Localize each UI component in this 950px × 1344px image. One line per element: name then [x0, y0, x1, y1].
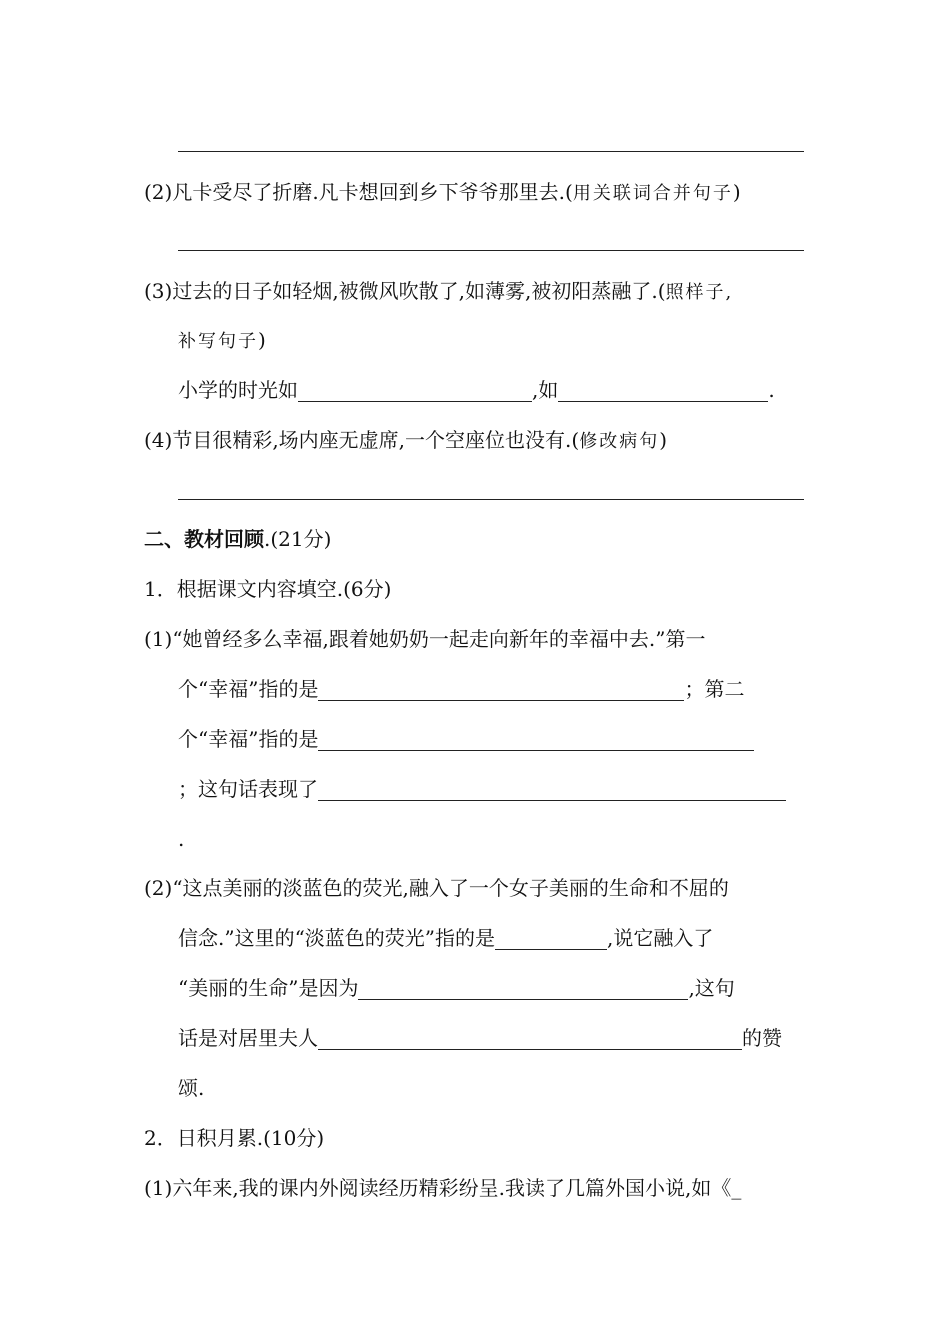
- fill-prefix: 小学的时光如: [178, 378, 298, 402]
- p2-line-3-end: ,这句: [688, 976, 735, 1000]
- question-2-close: ): [732, 180, 741, 204]
- item-2-heading: [144, 1124, 324, 1152]
- p1-line-4: [178, 775, 786, 803]
- p3-line-1: (1)六年来,我的课内外阅读经历精彩纷呈.我读了几篇外国小说,如《_: [144, 1176, 742, 1200]
- question-2: [144, 178, 741, 208]
- p2-line-2: [178, 924, 713, 952]
- question-3: [144, 277, 733, 307]
- question-3-text: (3)过去的日子如轻烟,被微风吹散了,如薄雾,被初阳蒸融了.(: [144, 279, 666, 303]
- p1-line-5: .: [178, 827, 185, 851]
- answer-line-q1[interactable]: [178, 151, 804, 152]
- section-2-score: .(21分): [264, 527, 332, 551]
- p2-line-5: 颂.: [178, 1076, 205, 1100]
- fill-middle: ,如: [532, 378, 559, 402]
- p1-line-1: (1)“她曾经多么幸福,跟着她奶奶一起走向新年的幸福中去.”第一: [144, 627, 706, 651]
- p1-line-4-text: ；这句话表现了: [178, 777, 318, 801]
- blank-p1-b[interactable]: [318, 730, 754, 751]
- blank-p1-a[interactable]: [318, 680, 684, 701]
- question-3-hint-2: 补写句子: [178, 331, 258, 352]
- item-1-heading: [144, 575, 391, 603]
- blank-q3-a[interactable]: [298, 381, 532, 402]
- item-1-text: 根据课文内容填空.(6分): [176, 577, 392, 601]
- answer-line-q4[interactable]: [178, 499, 804, 500]
- section-2-heading: [144, 525, 331, 553]
- p1-line-2-end: ；第二: [684, 677, 745, 701]
- question-2-hint: 用关联词合并句子: [572, 183, 733, 204]
- p1-line-3: [178, 725, 754, 753]
- section-2-title: 二、教材回顾: [144, 527, 264, 551]
- p2-line-3-text: “美丽的生命”是因为: [178, 976, 359, 1000]
- question-3-fill: [178, 376, 775, 404]
- item-1-number: 1．: [144, 577, 177, 601]
- question-4-hint: 修改病句: [579, 431, 660, 452]
- p2-line-3: [178, 974, 735, 1002]
- question-2-text: (2)凡卡受尽了折磨.凡卡想回到乡下爷爷那里去.(: [144, 180, 573, 204]
- question-3-hint-1: 照样子,: [665, 282, 734, 303]
- question-4-text: (4)节目很精彩,场内座无虚席,一个空座位也没有.(: [144, 428, 580, 452]
- fill-end: .: [768, 378, 775, 402]
- question-4-close: ): [659, 428, 668, 452]
- question-3-close: ): [258, 328, 266, 352]
- blank-p2-c[interactable]: [318, 1029, 742, 1050]
- p2-line-2-end: ,说它融入了: [607, 926, 714, 950]
- question-4: [144, 426, 667, 456]
- p2-line-4: [178, 1024, 782, 1052]
- item-2-number: 2．: [144, 1126, 177, 1150]
- p1-line-2-text: 个“幸福”指的是: [178, 677, 319, 701]
- blank-q3-b[interactable]: [558, 381, 768, 402]
- blank-p2-b[interactable]: [358, 979, 688, 1000]
- answer-line-q2[interactable]: [178, 250, 804, 251]
- blank-p1-c[interactable]: [318, 780, 786, 801]
- p1-line-3-text: 个“幸福”指的是: [178, 727, 319, 751]
- blank-p2-a[interactable]: [495, 929, 607, 950]
- p2-line-2-text: 信念.”这里的“淡蓝色的荧光”指的是: [178, 926, 496, 950]
- p2-line-1: (2)“这点美丽的淡蓝色的荧光,融入了一个女子美丽的生命和不屈的: [144, 876, 729, 900]
- p1-line-2: [178, 675, 744, 703]
- p2-line-4-end: 的赞: [742, 1026, 782, 1050]
- item-2-text: 日积月累.(10分): [176, 1126, 325, 1150]
- question-3-line-2: [178, 326, 266, 356]
- p2-line-4-text: 话是对居里夫人: [178, 1026, 318, 1050]
